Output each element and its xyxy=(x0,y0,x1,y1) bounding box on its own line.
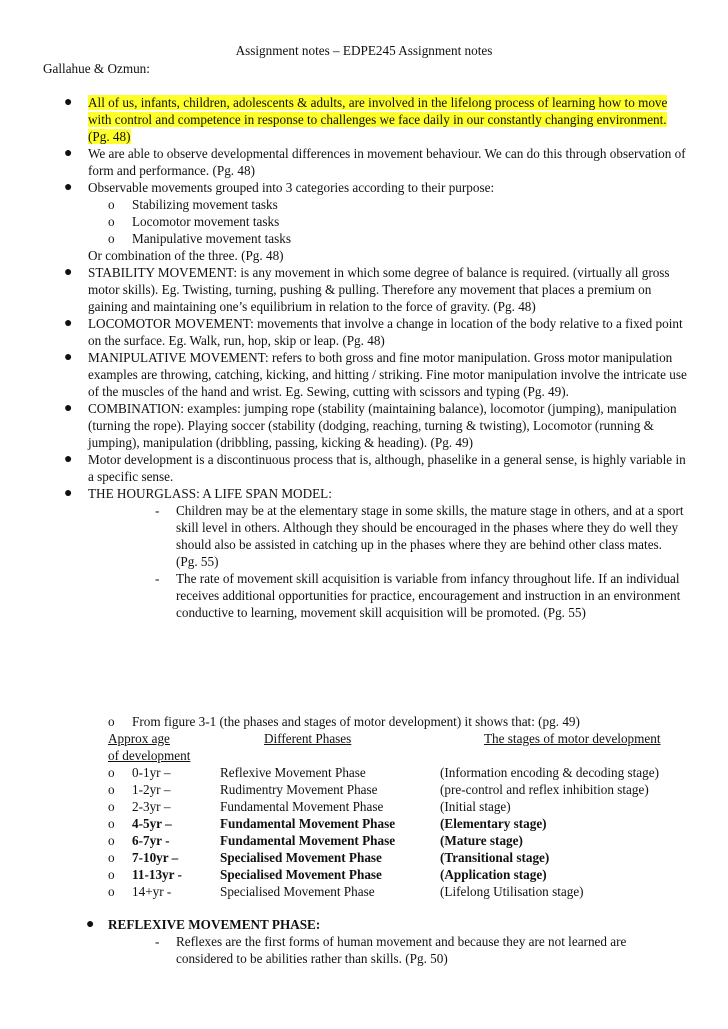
row-phase: Reflexive Movement Phase xyxy=(220,765,366,780)
table-row xyxy=(0,832,728,849)
dash-item-text: The rate of movement skill acquisition is variable from infancy throughout life. If an individual receives additional opportunities for practice, encouragement and instruction in an environment conductive to learning, movement skill acquisition will be promoted. (Pg. 55) xyxy=(176,571,681,620)
bullet-icon: ● xyxy=(64,486,73,501)
row-age: 14+yr - xyxy=(132,884,172,899)
row-age: 4-5yr – xyxy=(132,816,172,831)
bullet-icon: ● xyxy=(64,265,73,280)
bullet-icon: ● xyxy=(64,401,73,416)
list-item-text: LOCOMOTOR MOVEMENT: movements that involve a change in location of the body relative to a fixed point on the surface. Eg. Walk, run, hop, skip or leap. (Pg. 48) xyxy=(88,316,683,348)
row-phase: Fundamental Movement Phase xyxy=(220,833,396,848)
list-item xyxy=(0,94,688,145)
sub-item-text: Stabilizing movement tasks xyxy=(132,197,278,212)
dash-list-item xyxy=(0,502,686,570)
row-age: 7-10yr – xyxy=(132,850,179,865)
row-phase: Fundamental Movement Phase xyxy=(220,799,384,814)
circle-bullet-icon: o xyxy=(108,765,115,780)
header-phase: Different Phases xyxy=(264,731,352,746)
sub-item-text: Manipulative movement tasks xyxy=(132,231,291,246)
circle-bullet-icon: o xyxy=(108,867,115,882)
bullet-list xyxy=(0,94,728,621)
bullet-icon: ● xyxy=(64,95,73,110)
row-stage: (Information encoding & decoding stage) xyxy=(440,765,659,780)
bullet-icon: ● xyxy=(64,350,73,365)
table-row xyxy=(0,883,728,900)
document-subtitle: Gallahue & Ozmun: xyxy=(43,61,150,76)
row-stage: (Transitional stage) xyxy=(440,850,550,865)
sub-item-text: Locomotor movement tasks xyxy=(132,214,280,229)
table-row xyxy=(0,764,728,781)
list-item xyxy=(0,916,708,933)
bullet-icon: ● xyxy=(64,452,73,467)
circle-bullet-icon: o xyxy=(108,799,115,814)
bullet-icon: ● xyxy=(86,917,95,932)
row-phase: Specialised Movement Phase xyxy=(220,850,382,865)
circle-bullet-icon: o xyxy=(108,214,115,229)
list-item xyxy=(0,451,688,485)
table-header-continued xyxy=(0,747,728,764)
list-item xyxy=(0,349,688,400)
circle-bullet-icon: o xyxy=(108,231,115,246)
table-row xyxy=(0,798,728,815)
row-phase: Rudimentry Movement Phase xyxy=(220,782,378,797)
row-age: 0-1yr – xyxy=(132,765,171,780)
document-title: Assignment notes – EDPE245 Assignment notes xyxy=(235,43,493,58)
circle-bullet-icon: o xyxy=(108,833,115,848)
row-stage: (pre-control and reflex inhibition stage) xyxy=(440,782,649,797)
list-item-text: Observable movements grouped into 3 categories according to their purpose: xyxy=(88,180,495,195)
list-item-text: COMBINATION: examples: jumping rope (stability (maintaining balance), locomotor (jumping), manipulation (turning the rope). Playing soccer (stability (dodging, reaching, turning & twisting), Locomotor (running & jumping), manipulation (dribbling, passing, kicking & heading). (Pg. 49) xyxy=(88,401,677,450)
row-stage: (Elementary stage) xyxy=(440,816,547,831)
phases-table xyxy=(0,713,728,900)
sub-list-item xyxy=(0,230,728,247)
row-phase: Specialised Movement Phase xyxy=(220,884,375,899)
bullet-icon: ● xyxy=(64,180,73,195)
row-stage: (Application stage) xyxy=(440,867,547,882)
list-item-text: STABILITY MOVEMENT: is any movement in which some degree of balance is required. (virtually all gross motor skills). Eg. Twisting, turning, pushing & pulling. Therefore any movement that places a premium on gaining and maintaining one’s equilibrium in relation to the force of gravity. (Pg. 48) xyxy=(88,265,670,314)
header-stage: The stages of motor development xyxy=(484,731,661,746)
dash-icon: - xyxy=(155,934,160,949)
circle-bullet-icon: o xyxy=(108,884,115,899)
row-age: 2-3yr – xyxy=(132,799,171,814)
list-item xyxy=(0,485,688,502)
table-intro-text: From figure 3-1 (the phases and stages of motor development) it shows that: (pg. 49) xyxy=(132,714,580,729)
header-age: Approx age xyxy=(108,731,170,746)
bullet-icon: ● xyxy=(64,146,73,161)
table-row xyxy=(0,866,728,883)
list-item-text: MANIPULATIVE MOVEMENT: refers to both gross and fine motor manipulation. Gross motor manipulation examples are throwing, catching, kicking, and hitting / striking. Fine motor manipulation involve the intricate use of the muscles of the hand and wrist. Eg. Sewing, cutting with scissors and typing (Pg. 49). xyxy=(88,350,687,399)
highlighted-text: All of us, infants, children, adolescents & adults, are involved in the lifelong process of learning how to move with control and competence in response to challenges we face daily in our constantly changing environment. (Pg. 48) xyxy=(88,95,668,144)
dash-icon: - xyxy=(155,503,160,518)
section-heading: REFLEXIVE MOVEMENT PHASE: xyxy=(108,917,321,932)
bullet-icon: ● xyxy=(64,316,73,331)
table-intro xyxy=(0,713,728,730)
row-phase: Specialised Movement Phase xyxy=(220,867,382,882)
dash-item-text: Reflexes are the first forms of human movement and because they are not learned are considered to be abilities rather than skills. (Pg. 50) xyxy=(176,934,627,966)
dash-list-item xyxy=(0,570,686,621)
list-item xyxy=(0,264,688,315)
list-item xyxy=(0,315,688,349)
dash-item-text: Children may be at the elementary stage in some skills, the mature stage in others, and at a sport skill level in others. Although they should be encouraged in the phases where they do well they should also be assisted in catching up in the phases where they are behind other class mates. (Pg. 55) xyxy=(176,503,684,569)
list-item xyxy=(0,400,688,451)
row-stage: (Mature stage) xyxy=(440,833,523,848)
circle-bullet-icon: o xyxy=(108,850,115,865)
circle-bullet-icon: o xyxy=(108,197,115,212)
list-item xyxy=(0,179,688,196)
header-age-continued: of development xyxy=(108,748,191,763)
sub-list-item xyxy=(0,196,728,213)
row-age: 1-2yr – xyxy=(132,782,171,797)
table-row xyxy=(0,781,728,798)
circle-bullet-icon: o xyxy=(108,782,115,797)
table-row xyxy=(0,849,728,866)
row-phase: Fundamental Movement Phase xyxy=(220,816,396,831)
list-item-text: THE HOURGLASS: A LIFE SPAN MODEL: xyxy=(88,486,332,501)
row-stage: (Lifelong Utilisation stage) xyxy=(440,884,584,899)
table-header xyxy=(0,730,728,747)
reflexive-section xyxy=(0,916,728,967)
list-item xyxy=(0,145,688,179)
row-stage: (Initial stage) xyxy=(440,799,511,814)
row-age: 6-7yr - xyxy=(132,833,170,848)
dash-icon: - xyxy=(155,571,160,586)
circle-bullet-icon: o xyxy=(108,816,115,831)
dash-list-item xyxy=(0,933,686,967)
list-item-text: We are able to observe developmental differences in movement behaviour. We can do this through observation of form and performance. (Pg. 48) xyxy=(88,146,686,178)
sub-list-item xyxy=(0,213,728,230)
row-age: 11-13yr - xyxy=(132,867,182,882)
table-row xyxy=(0,815,728,832)
paragraph-text: Or combination of the three. (Pg. 48) xyxy=(88,248,284,263)
circle-bullet-icon: o xyxy=(108,714,115,729)
list-item-text: Motor development is a discontinuous process that is, although, phaselike in a general sense, is highly variable in a specific sense. xyxy=(88,452,686,484)
